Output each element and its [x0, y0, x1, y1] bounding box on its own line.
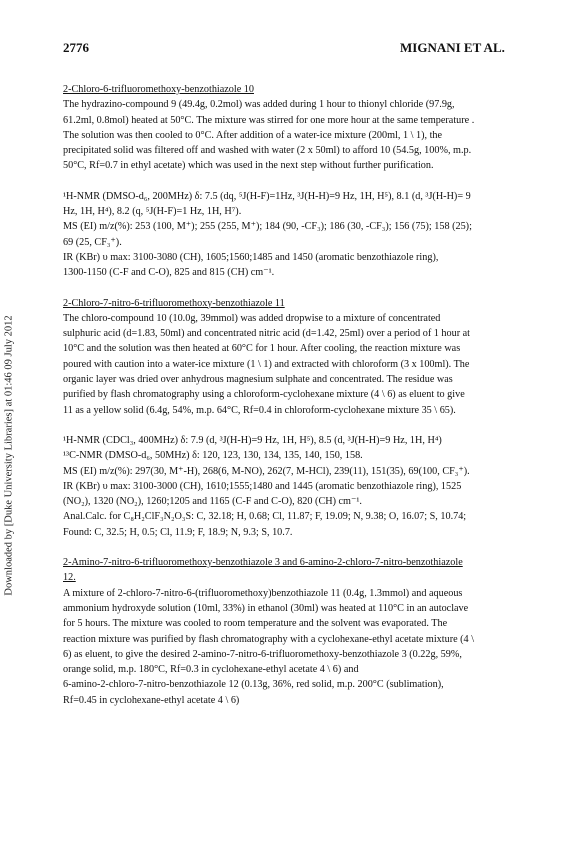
- text-line: A mixture of 2-chloro-7-nitro-6-(trifluoromethoxy)benzothiazole 11 (0.4g, 1.3mmol) and aqueous: [63, 587, 463, 599]
- text-line: Rf=0.45 in cyclohexane-ethyl acetate 4 \ 6): [63, 694, 240, 706]
- text-line: (NO₂), 1320 (NO₂), 1260;1205 and 1165 (C-F and C-O), 820 (CH) cm⁻¹.: [63, 496, 362, 508]
- text-line: precipitated solid was filtered off and washed with water (2 x 50ml) to afford 10 (54.5g, 100%, m.p.: [63, 145, 472, 157]
- text-line: poured with caution into a water-ice mixture (1 \ 1) and extracted with chloroform (3 x 100ml). The: [63, 358, 470, 370]
- section-heading: 2-Chloro-6-trifluoromethoxy-benzothiazole 10: [63, 84, 254, 95]
- text-line: 61.2ml, 0.8mol) heated at 50°C. The mixture was stirred for one more hour at the same temperature .: [63, 114, 475, 126]
- text-line: ¹³C-NMR (DMSO-d₆, 50MHz) δ: 120, 123, 130, 134, 135, 140, 150, 158.: [63, 450, 363, 462]
- text-line: Anal.Calc. for C₈H₂ClF₃N₂O₃S: C, 32.18; H, 0.68; Cl, 11.87; F, 19.09; N, 9.38; O, 16.07; S, 10.74;: [63, 511, 467, 523]
- download-notice: Downloaded by [Duke University Libraries] at 01:46 09 July 2012: [3, 314, 15, 596]
- text-line: reaction mixture was purified by flash chromatography with a cyclohexane-ethyl acetate mixture (4 \: [63, 633, 475, 645]
- section-heading-continued: 12.: [63, 572, 76, 584]
- text-line: purified by flash chromatography using a chloroform-cyclohexane mixture (4 \ 6) as eluent to give: [63, 389, 465, 401]
- text-line: Found: C, 32.5; H, 0.5; Cl, 11.9; F, 18.9; N, 9.3; S, 10.7.: [63, 526, 293, 538]
- text-line: sulphuric acid (d=1.83, 50ml) and concentrated nitric acid (d=1.42, 25ml) over a period of 1 hour at: [63, 328, 470, 340]
- text-line: 50°C, Rf=0.7 in ethyl acetate) which was used in the next step without further purification.: [63, 160, 434, 172]
- text-line: ¹H-NMR (CDCl₃, 400MHz) δ: 7.9 (d, ³J(H-H)=9 Hz, 1H, H⁵), 8.5 (d, ³J(H-H)=9 Hz, 1H, H⁴): [63, 434, 442, 446]
- text-line: 10°C and the solution was then heated at 60°C for 1 hour. After cooling, the reaction mixture was: [63, 343, 461, 355]
- text-line: The solution was then cooled to 0°C. After addition of a water-ice mixture (200ml, 1 \ 1), the: [63, 129, 443, 141]
- text-line: ammonium hydroxyde solution (10ml, 33%) in ethanol (30ml) was heated at 110°C in an autoclave: [63, 602, 469, 614]
- text-line: MS (EI) m/z(%): 253 (100, M⁺); 255 (255, M⁺); 184 (90, -CF₃); 186 (30, -CF₃); 156 (75); 158 (25);: [63, 221, 472, 233]
- text-line: 6) as eluent, to give the desired 2-amino-7-nitro-6-trifluoromethoxy-benzothiazole 3 (0.22g, 59%,: [63, 648, 462, 660]
- text-line: IR (KBr) υ max: 3100-3000 (CH), 1610;1555;1480 and 1445 (aromatic benzothiazole ring), 1525: [63, 480, 462, 492]
- text-line: for 5 hours. The mixture was cooled to room temperature and the solvent was evaporated. The: [63, 618, 448, 630]
- text-line: IR (KBr) υ max: 3100-3080 (CH), 1605;1560;1485 and 1450 (aromatic benzothiazole ring),: [63, 251, 439, 263]
- section-heading: 2-Amino-7-nitro-6-trifluoromethoxy-benzothiazole 3 and 6-amino-2-chloro-7-nitro-benzothiazole: [63, 557, 463, 569]
- text-line: MS (EI) m/z(%): 297(30, M⁺-H), 268(6, M-NO), 262(7, M-HCl), 239(11), 151(35), 69(100, CF₃⁺).: [63, 465, 470, 477]
- text-line: The chloro-compound 10 (10.0g, 39mmol) was added dropwise to a mixture of concentrated: [63, 312, 441, 324]
- text-line: Hz, 1H, H⁴), 8.2 (q, ⁵J(H-F)=1 Hz, 1H, H⁷).: [63, 206, 242, 218]
- text-line: organic layer was dried over anhydrous magnesium sulphate and concentrated. The residue was: [63, 374, 453, 386]
- text-line: 69 (25, CF₃⁺).: [63, 236, 122, 248]
- section-heading: 2-Chloro-7-nitro-6-trifluoromethoxy-benzothiazole 11: [63, 297, 285, 309]
- download-watermark: [2, 250, 16, 660]
- text-line: The hydrazino-compound 9 (49.4g, 0.2mol) was added during 1 hour to thionyl chloride (97.9g,: [63, 99, 455, 111]
- page-number: 2776: [63, 40, 89, 55]
- article-body: [63, 82, 533, 708]
- running-title: MIGNANI ET AL.: [400, 40, 505, 55]
- text-line: 6-amino-2-chloro-7-nitro-benzothiazole 12 (0.13g, 36%, red solid, m.p. 200°C (sublimation),: [63, 679, 444, 691]
- text-line: orange solid, m.p. 180°C, Rf=0.3 in cyclohexane-ethyl acetate 4 \ 6) and: [63, 664, 359, 676]
- text-line: 1300-1150 (C-F and C-O), 825 and 815 (CH) cm⁻¹.: [63, 267, 275, 279]
- text-line: ¹H-NMR (DMSO-d₆, 200MHz) δ: 7.5 (dq, ⁵J(H-F)=1Hz, ³J(H-H)=9 Hz, 1H, H⁵), 8.1 (d, ³J(H-H)= 9: [63, 190, 471, 202]
- text-line: 11 as a yellow solid (6.4g, 54%, m.p. 64°C, Rf=0.4 in chloroform-cyclohexane mixture 35 \ 65).: [63, 404, 456, 416]
